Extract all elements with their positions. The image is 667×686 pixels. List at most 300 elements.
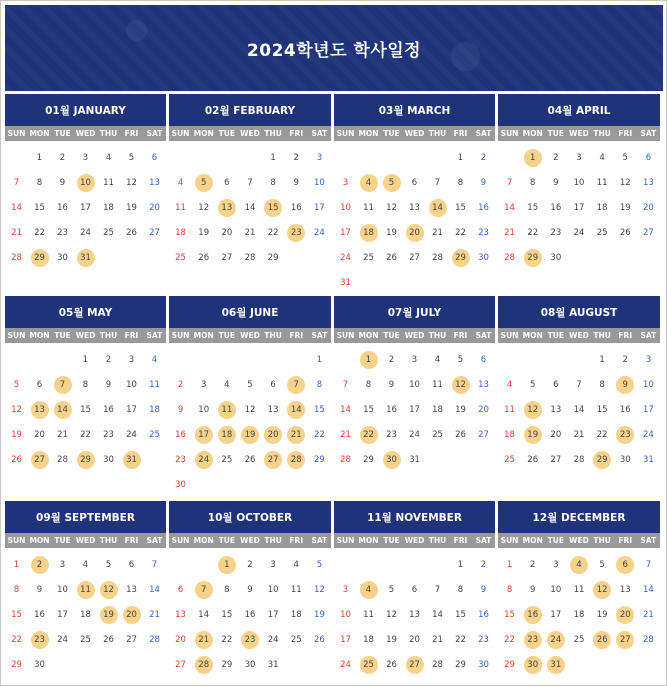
day-number: 16 bbox=[57, 202, 68, 213]
empty-day-cell bbox=[192, 552, 215, 577]
weekday-label: TUE bbox=[547, 331, 565, 340]
day-cell bbox=[97, 627, 120, 652]
weekday-label: SAT bbox=[146, 536, 163, 545]
empty-day-cell bbox=[51, 347, 74, 372]
day-cell bbox=[238, 552, 261, 577]
day-cell bbox=[591, 220, 614, 245]
day-cell bbox=[143, 577, 166, 602]
day-number: 26 bbox=[244, 454, 256, 465]
day-number: 17 bbox=[195, 426, 213, 444]
weekday-label: TUE bbox=[383, 129, 400, 138]
day-cell bbox=[426, 347, 449, 372]
day-number: 9 bbox=[293, 177, 299, 188]
day-cell bbox=[238, 372, 261, 397]
day-number: 6 bbox=[480, 354, 487, 365]
day-number: 5 bbox=[13, 379, 20, 390]
highlighted-day bbox=[192, 627, 215, 652]
day-number: 22 bbox=[527, 227, 539, 238]
highlighted-day bbox=[285, 372, 308, 397]
day-number: 4 bbox=[82, 559, 89, 570]
day-cell bbox=[472, 347, 495, 372]
day-number: 21 bbox=[195, 631, 213, 649]
day-number: 21 bbox=[149, 609, 160, 620]
weekday-label: MON bbox=[358, 331, 379, 340]
day-number: 22 bbox=[80, 429, 91, 440]
day-number: 3 bbox=[270, 559, 276, 570]
day-number: 21 bbox=[57, 429, 68, 440]
day-cell bbox=[521, 447, 544, 472]
day-cell bbox=[521, 170, 544, 195]
day-cell bbox=[380, 245, 403, 270]
day-cell bbox=[238, 652, 261, 677]
day-number: 23 bbox=[386, 429, 397, 440]
day-cell bbox=[238, 577, 261, 602]
weekday-label: FRI bbox=[124, 331, 139, 340]
day-cell bbox=[169, 577, 192, 602]
day-number: 14 bbox=[642, 584, 654, 595]
month-header: 10월 OCTOBER bbox=[169, 501, 331, 533]
day-cell bbox=[380, 195, 403, 220]
day-cell bbox=[28, 195, 51, 220]
month-header: 11월 NOVEMBER bbox=[334, 501, 495, 533]
day-number: 7 bbox=[645, 559, 652, 570]
day-cell bbox=[74, 347, 97, 372]
day-cell bbox=[403, 372, 426, 397]
day-number: 10 bbox=[77, 174, 95, 192]
day-number: 19 bbox=[100, 606, 118, 624]
day-number: 31 bbox=[123, 451, 141, 469]
day-number: 27 bbox=[409, 252, 420, 263]
highlighted-day bbox=[614, 552, 637, 577]
day-cell bbox=[334, 627, 357, 652]
day-cell bbox=[380, 422, 403, 447]
weekday-row bbox=[169, 126, 331, 141]
highlighted-day bbox=[192, 652, 215, 677]
day-number: 20 bbox=[264, 426, 282, 444]
day-cell bbox=[403, 447, 426, 472]
day-cell bbox=[192, 397, 215, 422]
day-number: 23 bbox=[478, 227, 489, 238]
weekday-label: SAT bbox=[311, 331, 328, 340]
day-number: 6 bbox=[411, 177, 418, 188]
empty-day-cell bbox=[403, 552, 426, 577]
day-cell bbox=[472, 145, 495, 170]
day-number: 5 bbox=[457, 354, 464, 365]
day-number: 26 bbox=[619, 227, 631, 238]
day-cell bbox=[498, 602, 521, 627]
day-number: 14 bbox=[573, 404, 585, 415]
day-number: 3 bbox=[553, 559, 559, 570]
highlighted-day bbox=[426, 195, 449, 220]
day-number: 30 bbox=[175, 479, 186, 490]
empty-day-cell bbox=[238, 347, 261, 372]
empty-day-cell bbox=[334, 552, 357, 577]
day-cell bbox=[51, 145, 74, 170]
highlighted-day bbox=[285, 447, 308, 472]
day-number: 25 bbox=[432, 429, 443, 440]
day-cell bbox=[380, 577, 403, 602]
highlighted-day bbox=[97, 577, 120, 602]
day-number: 1 bbox=[506, 559, 513, 570]
weekday-label: FRI bbox=[453, 331, 468, 340]
day-number: 12 bbox=[11, 404, 22, 415]
day-cell bbox=[637, 397, 660, 422]
month-header: 08월 AUGUST bbox=[498, 296, 660, 328]
weekday-row bbox=[169, 328, 331, 343]
day-number: 15 bbox=[363, 404, 374, 415]
day-number: 21 bbox=[432, 227, 443, 238]
day-number: 26 bbox=[103, 634, 114, 645]
weekday-label: WED bbox=[75, 129, 96, 138]
day-cell bbox=[5, 422, 28, 447]
day-number: 30 bbox=[550, 252, 562, 263]
month-header: 06월 JUNE bbox=[169, 296, 331, 328]
day-number: 5 bbox=[383, 174, 401, 192]
weekday-label: WED bbox=[75, 536, 96, 545]
day-cell bbox=[74, 220, 97, 245]
day-number: 13 bbox=[31, 401, 49, 419]
day-cell bbox=[308, 372, 331, 397]
day-cell bbox=[334, 245, 357, 270]
day-number: 2 bbox=[105, 354, 112, 365]
day-number: 8 bbox=[506, 584, 513, 595]
highlighted-day bbox=[403, 220, 426, 245]
day-cell bbox=[74, 602, 97, 627]
day-number: 7 bbox=[54, 376, 72, 394]
day-number: 6 bbox=[645, 152, 652, 163]
month-calendar bbox=[498, 94, 660, 270]
weekday-row bbox=[498, 533, 660, 548]
day-cell bbox=[97, 195, 120, 220]
day-cell bbox=[614, 577, 637, 602]
day-cell bbox=[498, 170, 521, 195]
day-number: 15 bbox=[527, 202, 539, 213]
day-number: 16 bbox=[524, 606, 542, 624]
weekday-label: FRI bbox=[124, 129, 139, 138]
day-cell bbox=[143, 602, 166, 627]
day-number: 6 bbox=[553, 379, 559, 390]
day-number: 22 bbox=[34, 227, 45, 238]
weekday-label: SUN bbox=[336, 536, 355, 545]
day-number: 30 bbox=[524, 656, 542, 674]
day-number: 4 bbox=[506, 379, 513, 390]
day-cell bbox=[614, 447, 637, 472]
day-number: 3 bbox=[645, 354, 652, 365]
day-number: 28 bbox=[432, 659, 443, 670]
day-number: 20 bbox=[478, 404, 489, 415]
day-number: 10 bbox=[267, 584, 279, 595]
day-cell bbox=[120, 422, 143, 447]
day-number: 24 bbox=[573, 227, 585, 238]
day-number: 1 bbox=[599, 354, 605, 365]
day-number: 26 bbox=[386, 659, 397, 670]
empty-day-cell bbox=[192, 347, 215, 372]
day-cell bbox=[285, 170, 308, 195]
day-number: 16 bbox=[34, 609, 45, 620]
day-number: 11 bbox=[596, 177, 608, 188]
weekday-label: THU bbox=[99, 129, 118, 138]
day-number: 12 bbox=[452, 376, 470, 394]
day-number: 29 bbox=[11, 659, 22, 670]
weekday-label: FRI bbox=[618, 331, 633, 340]
day-cell bbox=[498, 552, 521, 577]
highlighted-day bbox=[192, 577, 215, 602]
title-banner bbox=[5, 5, 663, 91]
day-cell bbox=[614, 195, 637, 220]
weekday-row bbox=[334, 126, 495, 141]
day-cell bbox=[637, 422, 660, 447]
day-cell bbox=[28, 577, 51, 602]
weekday-label: FRI bbox=[289, 129, 304, 138]
weekday-label: SAT bbox=[146, 331, 163, 340]
day-cell bbox=[472, 577, 495, 602]
weekday-label: SAT bbox=[475, 331, 492, 340]
day-cell bbox=[238, 195, 261, 220]
highlighted-day bbox=[357, 652, 380, 677]
weekday-label: TUE bbox=[218, 536, 236, 545]
month-calendar bbox=[334, 501, 495, 677]
day-cell bbox=[215, 170, 238, 195]
day-number: 26 bbox=[386, 252, 397, 263]
day-number: 10 bbox=[409, 379, 420, 390]
day-cell bbox=[143, 145, 166, 170]
day-cell bbox=[238, 602, 261, 627]
day-number: 17 bbox=[573, 202, 585, 213]
day-cell bbox=[380, 627, 403, 652]
weekday-label: THU bbox=[99, 536, 118, 545]
day-cell bbox=[544, 577, 567, 602]
day-cell bbox=[143, 347, 166, 372]
day-number: 11 bbox=[363, 609, 374, 620]
weekday-label: SUN bbox=[171, 129, 190, 138]
day-cell bbox=[637, 145, 660, 170]
day-cell bbox=[169, 195, 192, 220]
highlighted-day bbox=[192, 422, 215, 447]
day-cell bbox=[308, 195, 331, 220]
day-number: 10 bbox=[313, 177, 325, 188]
weekday-label: SUN bbox=[336, 129, 355, 138]
day-number: 8 bbox=[457, 177, 464, 188]
day-cell bbox=[449, 145, 472, 170]
day-cell bbox=[357, 447, 380, 472]
day-cell bbox=[192, 602, 215, 627]
day-number: 14 bbox=[11, 202, 22, 213]
day-cell bbox=[567, 170, 590, 195]
day-cell bbox=[498, 652, 521, 677]
day-cell bbox=[567, 220, 590, 245]
weekday-label: WED bbox=[75, 331, 96, 340]
day-number: 23 bbox=[57, 227, 68, 238]
day-number: 12 bbox=[100, 581, 118, 599]
day-cell bbox=[143, 627, 166, 652]
day-cell bbox=[262, 397, 285, 422]
day-number: 19 bbox=[241, 426, 259, 444]
weekday-label: WED bbox=[569, 536, 589, 545]
day-number: 15 bbox=[455, 609, 466, 620]
day-number: 27 bbox=[264, 451, 282, 469]
day-cell bbox=[143, 170, 166, 195]
day-number: 24 bbox=[642, 429, 654, 440]
highlighted-day bbox=[614, 627, 637, 652]
day-number: 30 bbox=[478, 252, 489, 263]
day-number: 14 bbox=[504, 202, 515, 213]
day-number: 22 bbox=[267, 227, 279, 238]
day-cell bbox=[74, 195, 97, 220]
day-number: 31 bbox=[409, 454, 420, 465]
weekday-label: FRI bbox=[618, 129, 633, 138]
day-number: 12 bbox=[524, 401, 542, 419]
day-cell bbox=[614, 145, 637, 170]
day-number: 28 bbox=[11, 252, 22, 263]
day-cell bbox=[28, 652, 51, 677]
day-number: 2 bbox=[480, 152, 487, 163]
day-cell bbox=[544, 422, 567, 447]
day-grid bbox=[5, 548, 166, 677]
highlighted-day bbox=[215, 422, 238, 447]
day-cell bbox=[262, 245, 285, 270]
empty-day-cell bbox=[238, 145, 261, 170]
day-number: 17 bbox=[340, 227, 351, 238]
day-number: 12 bbox=[198, 202, 210, 213]
day-number: 5 bbox=[529, 379, 536, 390]
day-cell bbox=[262, 602, 285, 627]
day-cell bbox=[143, 372, 166, 397]
day-cell bbox=[567, 422, 590, 447]
day-cell bbox=[120, 347, 143, 372]
day-number: 26 bbox=[11, 454, 22, 465]
day-cell bbox=[5, 195, 28, 220]
day-cell bbox=[472, 602, 495, 627]
day-cell bbox=[120, 170, 143, 195]
day-number: 24 bbox=[80, 227, 91, 238]
day-cell bbox=[74, 627, 97, 652]
day-cell bbox=[637, 577, 660, 602]
day-number: 15 bbox=[455, 202, 466, 213]
weekday-label: SUN bbox=[500, 129, 519, 138]
day-number: 28 bbox=[432, 252, 443, 263]
day-number: 5 bbox=[247, 379, 253, 390]
day-cell bbox=[449, 577, 472, 602]
day-number: 6 bbox=[177, 584, 184, 595]
day-number: 18 bbox=[175, 227, 186, 238]
highlighted-day bbox=[74, 170, 97, 195]
weekday-label: MON bbox=[193, 536, 214, 545]
day-number: 18 bbox=[573, 609, 585, 620]
day-number: 2 bbox=[622, 354, 628, 365]
highlighted-day bbox=[74, 447, 97, 472]
weekday-label: SAT bbox=[640, 331, 657, 340]
weekday-label: TUE bbox=[218, 129, 236, 138]
weekday-label: SAT bbox=[475, 129, 492, 138]
highlighted-day bbox=[51, 372, 74, 397]
day-number: 23 bbox=[550, 227, 562, 238]
day-number: 20 bbox=[149, 202, 160, 213]
highlighted-day bbox=[521, 397, 544, 422]
day-number: 25 bbox=[573, 634, 585, 645]
day-number: 20 bbox=[175, 634, 186, 645]
day-cell bbox=[544, 447, 567, 472]
day-number: 23 bbox=[103, 429, 114, 440]
day-number: 21 bbox=[432, 634, 443, 645]
day-number: 18 bbox=[504, 429, 515, 440]
day-number: 4 bbox=[151, 354, 158, 365]
day-number: 14 bbox=[149, 584, 160, 595]
day-cell bbox=[215, 447, 238, 472]
day-number: 14 bbox=[340, 404, 351, 415]
day-number: 27 bbox=[478, 429, 489, 440]
day-number: 12 bbox=[244, 404, 256, 415]
highlighted-day bbox=[120, 602, 143, 627]
highlighted-day bbox=[614, 602, 637, 627]
day-number: 28 bbox=[195, 656, 213, 674]
day-number: 8 bbox=[457, 584, 464, 595]
day-number: 11 bbox=[103, 177, 114, 188]
highlighted-day bbox=[449, 245, 472, 270]
day-cell bbox=[215, 627, 238, 652]
day-number: 20 bbox=[409, 634, 420, 645]
day-number: 12 bbox=[619, 177, 631, 188]
day-number: 11 bbox=[504, 404, 515, 415]
weekday-row bbox=[169, 533, 331, 548]
weekday-label: TUE bbox=[547, 536, 565, 545]
day-number: 4 bbox=[105, 152, 112, 163]
day-cell bbox=[169, 170, 192, 195]
day-number: 31 bbox=[340, 277, 351, 288]
weekday-label: MON bbox=[29, 331, 50, 340]
weekday-label: WED bbox=[240, 331, 260, 340]
day-number: 17 bbox=[550, 609, 562, 620]
day-number: 21 bbox=[11, 227, 22, 238]
day-number: 23 bbox=[287, 224, 305, 242]
day-number: 29 bbox=[77, 451, 95, 469]
day-cell bbox=[143, 422, 166, 447]
day-cell bbox=[637, 347, 660, 372]
day-cell bbox=[449, 397, 472, 422]
day-cell bbox=[215, 245, 238, 270]
month-calendar bbox=[5, 501, 166, 677]
day-number: 15 bbox=[313, 404, 325, 415]
day-cell bbox=[544, 170, 567, 195]
weekday-label: WED bbox=[404, 129, 425, 138]
day-number: 1 bbox=[524, 149, 542, 167]
day-number: 28 bbox=[244, 252, 256, 263]
day-cell bbox=[614, 170, 637, 195]
day-number: 13 bbox=[175, 609, 186, 620]
day-cell bbox=[51, 447, 74, 472]
day-number: 25 bbox=[504, 454, 515, 465]
month-header: 12월 DECEMBER bbox=[498, 501, 660, 533]
day-cell bbox=[51, 552, 74, 577]
day-cell bbox=[472, 627, 495, 652]
day-number: 3 bbox=[59, 559, 66, 570]
day-number: 8 bbox=[365, 379, 372, 390]
day-number: 18 bbox=[218, 426, 236, 444]
day-cell bbox=[215, 372, 238, 397]
day-number: 19 bbox=[386, 227, 397, 238]
day-cell bbox=[97, 170, 120, 195]
day-cell bbox=[215, 602, 238, 627]
day-number: 30 bbox=[383, 451, 401, 469]
day-cell bbox=[449, 170, 472, 195]
day-number: 1 bbox=[13, 559, 20, 570]
day-cell bbox=[308, 145, 331, 170]
month-header: 03월 MARCH bbox=[334, 94, 495, 126]
day-cell bbox=[498, 577, 521, 602]
day-number: 12 bbox=[386, 609, 397, 620]
highlighted-day bbox=[544, 652, 567, 677]
day-cell bbox=[169, 397, 192, 422]
day-cell bbox=[472, 372, 495, 397]
